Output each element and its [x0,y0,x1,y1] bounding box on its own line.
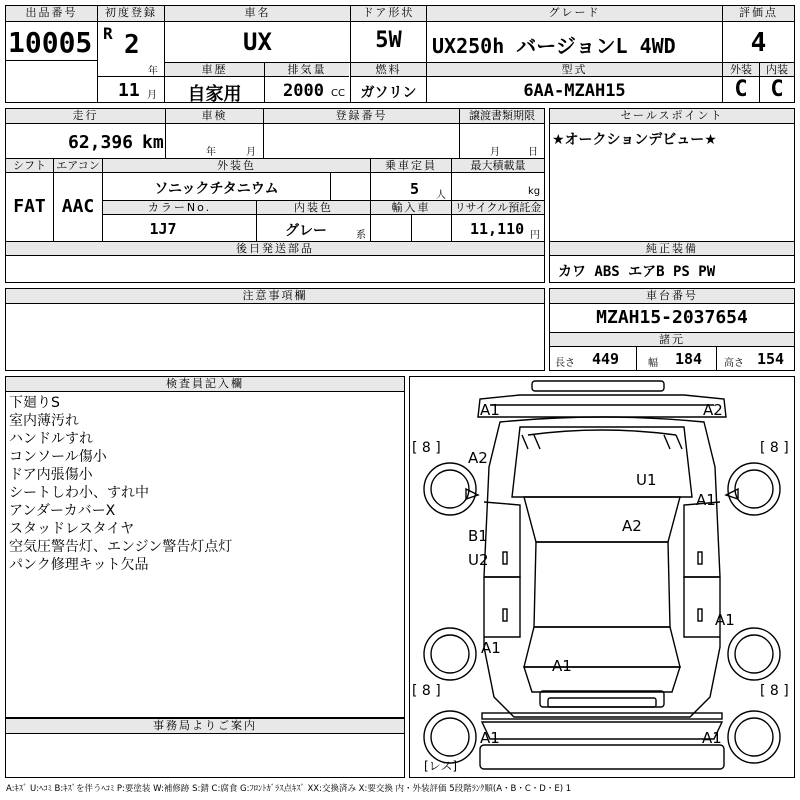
door-type: 5W [375,28,402,53]
damage-mark: A2 [703,401,723,419]
reg-year-unit: 年 [148,66,158,77]
cc-unit: CC [331,88,345,99]
import-label: 輸入車 [371,201,451,215]
tire-tread-rl: [ 8 ] [412,683,441,699]
damage-mark: A1 [552,657,572,675]
note-line: 室内薄汚れ [9,413,79,429]
name-label: 車名 [165,6,350,22]
regno-label: 登録番号 [264,109,459,124]
note-line: アンダーカバーX [9,503,116,519]
inspect-label: 車検 [166,109,263,124]
load-unit: kg [528,186,541,197]
later-parts-label: 後日発送部品 [6,242,544,256]
note-line: シートしわ小、すれ中 [9,485,149,501]
equipment: カワ ABS エアB PS PW [558,264,716,280]
mileage-unit: km [142,132,164,153]
inspector-label: 検査員記入欄 [6,377,404,392]
transfer-month: 月 [490,147,500,158]
grade: UX250h バージョンL 4WD [432,34,676,58]
dims-label: 諸元 [550,333,794,347]
tire-tread-rr: [ 8 ] [760,683,789,699]
damage-mark: A1 [481,639,501,657]
model-code: 6AA-MZAH15 [523,81,626,101]
ac: AAC [61,196,95,217]
inspector-notes [9,394,399,574]
damage-mark: A2 [622,517,642,535]
inspect-month: 月 [246,147,256,158]
cc-label: 排気量 [265,63,349,77]
note-line: 下廻りS [9,395,60,411]
recycle-label: リサイクル預託金 [452,201,544,215]
lot-label: 出品番号 [6,6,97,22]
width-label: 幅 [648,358,658,369]
int-grade: C [770,77,784,102]
ac-label: エアコン [54,159,102,173]
damage-mark: A1 [696,491,716,509]
ext-label: 外装 [723,63,759,77]
model-label: 型式 [427,63,722,77]
spare-tire: [レス] [424,759,458,773]
note-line: パンク修理キット欠品 [9,557,149,573]
note-line: 空気圧警告灯、エンジン警告灯点灯 [9,539,233,555]
height: 154 [757,350,785,368]
length-label: 長さ [555,358,575,369]
history-label: 車歴 [165,63,264,77]
note-line: コンソール傷小 [9,449,107,465]
legend: A:ｷｽﾞ U:ﾍｺﾐ B:ｷｽﾞを伴うﾍｺﾐ P:要塗装 W:補修跡 S:錆 C:腐食 G:ﾌﾛﾝﾄｶﾞﾗｽ点ｷｽﾞ XX:交換済み X:要交換 内・外装評価 5段階ﾗﾝｸ順(A・B・C・D・E) 1 [6,784,572,794]
colorno-label: カラーNo. [103,201,256,215]
color-number: 1J7 [149,220,177,238]
damage-mark: A1 [480,401,500,419]
recycle-fee: 11,110 [470,220,525,238]
damage-mark: A1 [702,729,722,747]
reg-era: R [103,24,113,43]
int-color-unit: 系 [356,230,366,241]
chassis-label: 車台番号 [550,289,794,304]
intcolor-label: 内装色 [257,201,370,215]
notes-label: 注意事項欄 [6,289,544,304]
chassis-number: MZAH15-2037654 [596,307,748,328]
reg-month-unit: 月 [147,90,157,101]
capacity: 5 [410,180,420,198]
door-label: ドア形状 [351,6,426,22]
damage-mark: A1 [715,611,735,629]
fuel: ガソリン [360,85,417,101]
reg-label: 初度登録 [98,6,164,22]
score: 4 [750,28,767,58]
note-line: ハンドルすれ [9,431,93,447]
car-outline [410,377,794,777]
recycle-unit: 円 [530,230,540,241]
shift-label: シフト [6,159,53,173]
sales-point: ★オークションデビュー★ [552,132,717,148]
tire-tread-fl: [ 8 ] [412,440,441,456]
fuel-label: 燃料 [351,63,426,77]
note-line: ドア内張傷小 [9,467,93,483]
damage-mark: A1 [480,729,500,747]
ext-grade: C [734,77,748,102]
inspect-year: 年 [206,147,216,158]
sales-label: セールスポイント [550,109,794,124]
history: 自家用 [187,84,242,105]
damage-diagram [409,376,795,778]
transfer-day: 日 [528,147,538,158]
damage-mark: A2 [468,449,488,467]
tire-tread-fr: [ 8 ] [760,440,789,456]
height-label: 高さ [724,358,744,369]
int-label: 内装 [760,63,794,77]
note-line: スタッドレスタイヤ [9,521,135,537]
shift: FAT [13,196,46,217]
damage-mark: B1 [468,527,488,545]
transfer-label: 譲渡書類期限 [460,109,544,124]
length: 449 [592,350,620,368]
load-label: 最大積載量 [452,159,544,173]
reg-year: 2 [124,30,140,60]
equip-label: 純正装備 [550,242,794,256]
damage-mark: U2 [468,551,489,569]
color-label: 外装色 [103,159,370,173]
reg-month: 11 [118,80,140,101]
capacity-label: 乗車定員 [371,159,451,173]
grade-label: グレード [427,6,722,22]
int-color: グレー [285,223,327,239]
capacity-unit: 人 [436,190,446,201]
cc: 2000 [283,81,324,101]
car-name: UX [243,28,272,56]
damage-mark: U1 [636,471,657,489]
office-label: 事務局よりご案内 [6,719,404,734]
lot-number: 10005 [8,26,93,59]
mileage-label: 走行 [6,109,165,124]
width: 184 [675,350,703,368]
ext-color: ソニックチタニウム [154,181,279,197]
mileage: 62,396 [68,132,134,153]
score-label: 評価点 [723,6,794,22]
